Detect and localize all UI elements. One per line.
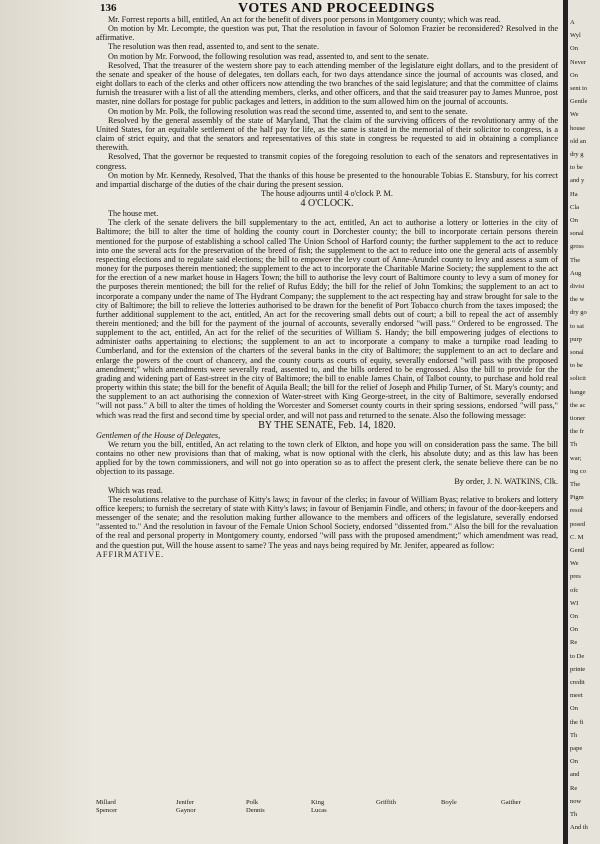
adjacent-page-fragment: On <box>570 71 578 79</box>
adjacent-page-fragment: to De <box>570 652 585 660</box>
page-shading <box>0 0 95 844</box>
adjacent-page-fragment: printe <box>570 665 586 673</box>
vote-heading: AFFIRMATIVE. <box>96 549 165 559</box>
adjacent-page-fragment: On <box>570 217 578 224</box>
adjacent-page-fragment: On <box>570 758 578 766</box>
delegate-name: Spencer <box>96 807 118 814</box>
adjacent-page-fragment: war; <box>570 454 582 462</box>
delegate-name: Lucas <box>311 807 327 814</box>
adjacent-page-fragment: Cla <box>570 203 580 211</box>
adjacent-page-fragment: We <box>570 111 579 119</box>
adjacent-page-fragment: Re <box>570 784 578 792</box>
paragraph: On motion by Mr. Forwood, the following resolution was read, assented to, and sent to the senate. <box>108 51 429 61</box>
adjacent-page-fragment: sonal <box>570 230 584 238</box>
adjacent-page-fragment: Gentl <box>570 547 585 554</box>
adjacent-page-fragment: sonal <box>570 349 584 356</box>
adjacent-page-fragment: dry g <box>570 151 584 158</box>
adjacent-page-fragment: dry go <box>570 309 587 317</box>
adjacent-page-fragment: old an <box>570 137 587 145</box>
adjacent-page-fragment: the w <box>570 296 585 304</box>
adjacent-page-fragment: The <box>570 481 581 488</box>
adjacent-page-fragment: ing co <box>570 467 587 475</box>
page-body <box>96 15 558 559</box>
adjacent-page-fragment: Gentle <box>570 98 588 106</box>
adjacent-page-fragment: solicit <box>570 375 586 383</box>
paragraph: The house adjourns until 4 o'clock P. M. <box>261 188 393 198</box>
adjacent-page-fragment: On <box>570 45 578 53</box>
adjacent-page-fragment: divisi <box>570 283 585 290</box>
paragraph: On motion by Mr. Polk, the following resolution was read the second time, assented to, and sent to the senate. <box>108 106 468 116</box>
vote-names <box>96 799 556 821</box>
adjacent-page-fragment: the fr <box>570 428 584 436</box>
adjacent-page-fragment: Th <box>570 811 578 818</box>
adjacent-page-fragment: ofc <box>570 586 579 594</box>
adjacent-page-fragment: credit <box>570 679 585 686</box>
adjacent-page-fragment: to be <box>570 164 583 172</box>
adjacent-page-fragment: A <box>570 19 575 26</box>
delegate-name: Millard <box>96 799 116 806</box>
adjacent-page-fragment: pape <box>570 745 583 752</box>
adjacent-page-fragment: On <box>570 613 578 620</box>
adjacent-page-fragment: Never <box>570 58 586 66</box>
adjacent-page-fragment: sent to <box>570 85 588 92</box>
delegate-name: Griffith <box>376 799 397 806</box>
paragraph: Mr. Forrest reports a bill, entitled, An act for the benefit of divers poor persons in Montgomery county; which was read. <box>108 15 501 24</box>
adjacent-page-fragment: WI <box>570 599 579 607</box>
adjacent-page-fragment: house <box>570 124 586 132</box>
adjacent-page-fragment: to be <box>570 362 583 370</box>
paragraph: The house met. <box>108 209 159 219</box>
paragraph: Which was read. <box>108 485 163 495</box>
adjacent-page-fragment: Re <box>570 639 578 647</box>
running-title: VOTES AND PROCEEDINGS <box>238 1 435 16</box>
adjacent-page-fragment: Wyl <box>570 32 581 40</box>
adjacent-page-fragment: to sai <box>570 322 584 330</box>
paragraph: The resolutions relative to the purchase of Kitty's laws; in favour of the clerks; in favour of William Byas; relative to brokers and lottery office keepers; to furnish the secretary of state with Kitty's laws; in favour of Benjamin Findle, and others; in favour of the door-keepers and messenger of the senate; and the resolution making further allowance to the members and officers of the legislature, severally endorsed "assented to." And the resolution in favour of the Female Union School Society, endorsed "dissented from." Also the bill for the revaluation of the real and personal property in Montgomery county, endorsed "will pass with the proposed amendment;" which amendment was read, and the question put, Will the house assent to same? The yeas and nays being required by Mr. Jenifer, appeared as follow: <box>96 494 558 550</box>
adjacent-page-fragment: On <box>570 626 578 634</box>
adjacent-page-fragment: and <box>570 771 580 779</box>
paragraph: Resolved, That the governor be requested to transmit copies of the foregoing resolution to each of the senators and representatives in congress. <box>96 152 558 171</box>
adjacent-page-fragment: The <box>570 256 581 264</box>
paragraph: On motion by Mr. Kennedy, Resolved, That the thanks of this house be presented to the honourable Tobias E. Stansbury, for his correct and impartial discharge of the duties of the chair during the present session. <box>96 170 558 189</box>
adjacent-page-fragment: the ac <box>570 401 586 409</box>
delegate-name: Jenifer <box>176 799 194 806</box>
adjacent-page-fragment: Aug <box>570 269 582 277</box>
adjacent-page-fragment: tioner <box>570 415 586 422</box>
paragraph: The clerk of the senate delivers the bill supplementary to the act, entitled, An act to authorise a lottery or lotteries in the city of Baltimore; the bill to alter the time of holding the county court in Dorchester county; the bill to incorporate certain persons therein mentioned for the purpose of establishing a school called The Union School of Harford county; the further supplement to the act to reduce into one the several acts for the preservation of the breed of fish; the supplement to the act to reduce into one the general acts of assembly respecting elections and to regulate said elections; the bill to empower the levy court of Anne-Arundel county to levy and assess a sum of money for the purposes therein mentioned; the supplement to the act to incorporate the Charitable Marine Society; the supplement to the act for the erection of a new market house in Hagers Town; the bill to authorise the levy court of Baltimore county to levy a sum of money for the purposes therein mentioned; the bill for the relief of Rufus Eddy; the bill for the relief of John Tomkins; the supplement to an act to incorporate a company under the name of The Hydrant Company; the supplement to the act respecting hay and straw brought for sale to the city of Baltimore; the bill to relieve the lotteries authorised to be drawn for the benefit of Port Tobacco church from the taxes imposed; the further additional supplement to the act, entitled, An act for the recovering small debts out of court; a bill to repeal the act of assembly therein mentioned; and the bill for the payment of the journal of accounts, severally endorsed "will pass." Ordered to be engrossed. The supplement to the act, entitled, An act for the relief of the securities of William S. Handy; the bill empowering judges of elections to administer oaths appertaining to elections; the supplement to an act to incorporate a company to make a turnpike road leading to Cumberland, and for the extension of the charters of the several banks in the city of Baltimore; the supplement to an act to declare and enlarge the powers of the court of chancery, and the county courts as courts of equity, severally endorsed "will pass with the proposed amendment;" which amendments were severally read, assented to, and the bills ordered to be engrossed. Also the bill to provide for the grading and widening part of East-street in the city of Baltimore; the bill to enable James Chain, of Talbot county, to purchase and hold real property within this state; the bill for the benefit of Aquila Beall; the bill for the relief of Joseph and Philip Turner, of St. Mary's county; and the supplement to an act authorising the connexion of Water-street with King George-street, in the city of Baltimore, severally endorsed "will not pass." A bill to alter the times of holding the Worcester and Somerset county courts in their spring sessions, endorsed "will pass," which was read the first and second time by special order, and will not pass and returned to the senate. Also the following message: <box>96 218 558 420</box>
paragraph: BY THE SENATE, Feb. 14, 1820. <box>258 419 396 431</box>
adjacent-page-fragment: and y <box>570 177 585 185</box>
paragraph: By order, J. N. WATKINS, Clk. <box>454 476 558 486</box>
adjacent-page-fragment: hange <box>570 388 586 396</box>
adjacent-page-fragment: C. M <box>570 533 584 541</box>
adjacent-page-fragment: now <box>570 797 582 805</box>
paragraph: Gentlemen of the House of Delegates, <box>96 430 221 440</box>
adjacent-page-fragment: gross <box>570 243 584 251</box>
adjacent-page-fragment: posed <box>570 520 586 528</box>
adjacent-page-fragment: And th <box>570 824 588 832</box>
page-header <box>0 2 568 16</box>
adjacent-page-fragment: resol <box>570 507 583 515</box>
adjacent-page-strip <box>568 0 600 844</box>
delegate-name: Boyle <box>441 799 457 806</box>
paragraph: The resolution was then read, assented to, and sent to the senate. <box>108 42 319 52</box>
adjacent-page-fragment: Th <box>570 441 578 449</box>
delegate-name: Polk <box>246 799 259 806</box>
adjacent-page-fragment: Th <box>570 731 578 739</box>
delegate-name: King <box>311 799 325 806</box>
delegate-name: Dennis <box>246 807 265 814</box>
adjacent-page-fragment: the fi <box>570 718 584 726</box>
adjacent-page-fragment: purp <box>570 335 582 343</box>
page-number: 136 <box>100 2 117 14</box>
adjacent-page-fragment: We <box>570 560 579 568</box>
paragraph: 4 O'CLOCK. <box>300 198 354 210</box>
delegate-name: Gaynor <box>176 807 196 814</box>
adjacent-page-fragment: pres <box>570 573 581 581</box>
adjacent-page-fragment: Ha <box>570 190 578 198</box>
paragraph: Resolved by the general assembly of the state of Maryland, That the claim of the surviving officers of the revolutionary army of the United States, for an equitable settlement of the half pay for life, as the same is stated in the memorial of their solicitor to congress, is a claim of strict equity, and that the senators and representatives of this state in congress be requested to aid in obtaining a compliance therewith. <box>96 115 558 153</box>
paragraph: Resolved, That the treasurer of the western shore pay to each attending member of the legislature eight dollars, and to the president of the senate and speaker of the house of delegates, ten dollars each, for two days attendance since the journal of accounts was closed, and eight dollars to each of the clerks and other officers now attending the two branches of the said legislature; and that the committee of claims furnish the treasurer with a list of all the attending members, clerks, and other officers, and that the said treasurer pay to James Munroe, post master, nine dollars for postage for public packages and letters, in addition to the sum allowed him on the journal of accounts. <box>96 60 558 107</box>
paragraph: We return you the bill, entitled, An act relating to the town clerk of Elkton, and hope you will on consideration pass the same. The bill contains no other new provisions than that of making, what is now optional with the clerk, his absolute duty; and as this law has been applied for by the town commissioners, and will not go into operation so as to affect the present clerk, the senate believe there can be no objection to its passage. <box>96 439 558 477</box>
delegate-name: Gaither <box>501 799 521 806</box>
adjacent-page-fragment: On <box>570 705 578 713</box>
adjacent-page-fragment: meet <box>570 692 583 700</box>
paragraph: On motion by Mr. Lecompte, the question was put, That the resolution in favour of Solomon Frazier be reconsidered? Resolved in the affirmative. <box>96 24 558 43</box>
adjacent-page-fragment: Pigm <box>570 494 584 502</box>
